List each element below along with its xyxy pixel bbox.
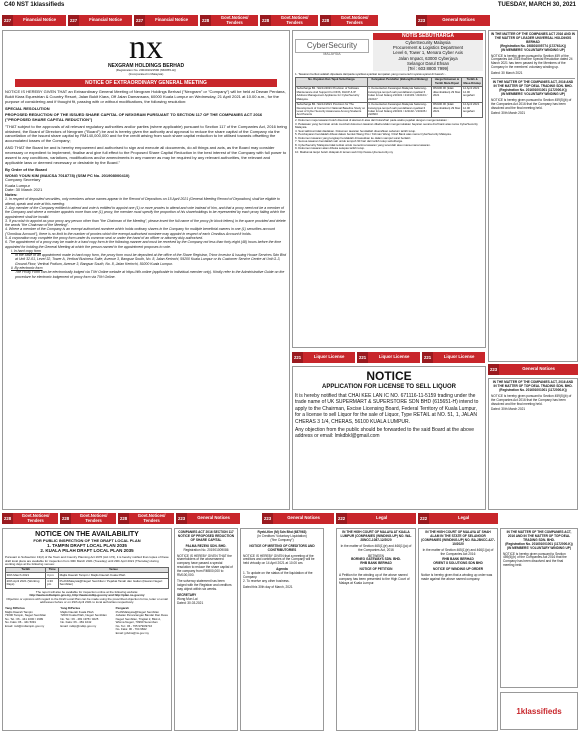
nexgram-reg: (Registration No. 200401021590 (660055-H)) xyxy=(115,68,177,72)
table-row: 20th April 2021 (Working Days) 4.30 pm PLANMalaysia@Negeri Sembilan / Pejabat Tanah dan Galian (Dewan Negeri Sembilan) xyxy=(6,579,169,588)
nexgram-company-name: NEXGRAM HOLDINGS BERHAD xyxy=(107,63,185,69)
note-item: 5. A corporation may complete the proxy form under its common seal or under the hand of an officer or attorney duly authorised. xyxy=(5,235,203,240)
note-item: 4. Where a member of the Company is an exempt authorised nominee which holds ordinary shares in the Company for multiple beneficial owners in one (1) securities account ("Omnibus Account"), there is no limit to the number of proxies which the exempt authorised nominee may appoint in respect of each Omnibus Account it holds. xyxy=(5,227,275,236)
cybersecurity-address: CyberSecurity Malaysia Procurement & Logistics Department Level 6, Tower 1, Menara Cyber Axis Jalan Impact, 63000 Cyberjaya Selangor Darul Ehsan (Tel : 603 8800 7999) xyxy=(373,40,483,71)
note-item: ii. By electronic form xyxy=(11,266,43,271)
tag-liquor-license: 221 Liquor License xyxy=(357,352,420,363)
liquor-license-notice xyxy=(292,366,486,510)
tag-govt-notices: 228 Govt.Notices/ Tenders xyxy=(60,513,116,524)
resolution-body-2: AND THAT the Board be and is hereby empowered and authorised to sign and execute all documents, do all things and acts, as the Board may consider necessary or expedient to implement, finalise and give full effect to the Proposed Share Capital Reduction in the best interest of the Company with full power to assent to any conditions, variations, modifications and/or amendments in any manner as may be required by any relevant authorities, the relevant and applicable laws or deemed necessary or desirable by the Board." xyxy=(5,145,287,165)
secretary-name: WONG YOUN KIM (MAICSA 7018778) (SSM PC No. 201908000410) xyxy=(5,172,130,178)
egm-title-bar: NOTICE OF EXTRAORDINARY GENERAL MEETING xyxy=(15,79,277,87)
leader-universal-notice: IN THE MATTER OF THE COMPANIES ACT 2016 AND IN THE MATTER OF LEADER UNIVERSAL HOLDINGS BERHAD (Registration No. 198801005774 (172763-K)) (IN MEMBERS' VOLUNTARY WINDING UP) NOTICE is hereby given pursuant to Section 459 of the Companies Act 2016 that the Special Resolution dated 24 March 2021 has been passed by the Members of the Company in the members' voluntary winding up. Dated: 30 March 2021 IN THE MATTER OF THE COMPANIES ACT, 2016 AND IN THE MATTER OF TOP DEAL TRADING SDN. BHD. (Registration No. 201601001001 (1172000-K)) (IN MEMBERS' VOLUNTARY WINDING UP) NOTICE is hereby given pursuant to Section 459(5)(b) of the Companies Act 2016 that the Company has been dissolved and the final meeting held. Dated: 30th March 2021 xyxy=(488,30,578,362)
tag-govt-notices: 228 Govt.Notices/ Tenders xyxy=(118,513,174,524)
note-item: The Proxy Form can be electronically lodged via TIIH Online website at https://tiih.online (applicable to individual member only). Kindly refer to the Administrative Guide on the procedure for electronic lodgement of proxy form via TIIH Online. xyxy=(15,270,285,279)
notis-sebutharga-title: NOTIS SEBUTHARGA xyxy=(373,33,483,40)
tag-general-notices: 223 General Notices xyxy=(262,513,334,524)
venue-table: Tarikh Time Venue 30th March 2021 3 pm Majlis Daerah Tampin / Majlis Daerah Kuala Pilah 20th April 2021 (Working Days) 4.30 pm PLANMalaysia@Negeri Sembilan / Pejabat Tanah dan Galian (Dewan Negeri Sembilan) xyxy=(5,567,169,589)
date: Date: 30 March 2021 xyxy=(5,186,43,192)
place: Kuala Lumpur xyxy=(5,182,30,188)
creditors-meeting-notice: Ryeki-Kim (M) Sdn Bhd (687963) (In Creditors' Voluntary Liquidation) ("the Company") NOTICE OF MEETING OF CREDITORS AND CONTRIBUTORIES NOTICE IS HEREBY GIVEN that a meeting of the creditors and contributories of the Company will be held virtually on 14 April 2021 at 10.00 am. Agenda 1. To update on the status of the liquidation of the Company. 2. To receive any other business. Dated this 30th day of March, 2021 xyxy=(240,528,324,731)
right-tag xyxy=(488,364,578,375)
tag-govt-notices: 228 Govt.Notices/ Tenders xyxy=(2,513,58,524)
special-resolution-heading: SPECIAL RESOLUTION xyxy=(5,105,50,111)
tender-points: 2. Dokumen meja tawaran boleh disemak di alamat di atas dari bulan/hari pada waktu pejabat dengan mengemukakan : 3. Pelawaan yang berminat untuk membeli dokumen tawaran dikehendaki mengemukakan bayaran secara draf bank atas nama CyberSecurity Malaysia. 4. Sesi taklimat tidak diadakan. Dokumen tawaran hendaklah diserahkan sebelum tarikh tutup. 5. Pembayaran hendaklah dibuat dalam bentuk Wang Pos / Kiriman Wang / Draf Bank atas nama CyberSecurity Malaysia. 6. Dokumen tawaran yang lengkap hendaklah dimasukkan ke dalam sampul surat berlakri. 7. Semua tawaran hendaklah sah untuk tempoh 90 hari dari tarikh tutup sebutharga. 8. CyberSecurity Malaysia tidak terikat untuk menerima tawaran yang terendah atau mana-mana tawaran. 9. Dokumen tawaran akan dibuka selepas tarikh tutup. 10. Maklumat lanjut boleh didapati di laman web http://www.cybersecurity.my xyxy=(295,118,478,154)
top-deal-trading-notice: IN THE MATTER OF THE COMPANIES ACT, 2016 AND IN THE MATTER OF TOP DEAL TRADING SDN. BHD. (Registration No. 201601001001 (1172000-K)) NOTICE is hereby given pursuant to Section 459(5)(b) of the Companies Act 2016 that the Company has been dissolved and the final meeting held. Dated: 30th March 2021 xyxy=(488,378,578,510)
header-right: TUESDAY, MARCH 30, 2021 xyxy=(497,2,576,8)
table-row: Sebutharga Bil.: SH/11/2021 Provision of Software Maintenance And Support For DNS, DHCP & IP Address Management Appliance for CyberSecurity Malaysia. 1. Kementerian Kewangan Malaysia Sekurang-kurangnya tempoh sah pendaftaran syarikat 6 bulan & kod bidang 210101 / 210103 / 210104 / 210107 RM100.00 (tidak dikembalikan) 29 Mac 2021 12 April 2021 12.00 tengahari xyxy=(296,86,483,102)
legal-notice-petition: IN THE HIGH COURT OF MALAYA AT KUALA LUMPUR (COMPANIES (WINDING-UP) NO. WA-28NCC-1087-12/2020 In the matter of Section 465(1)(e) and 466(1)(a) of the Companies Act, 2016 BETWEEN BORNEO GATEWAYS SDN. BHD. RHB BANK BERHAD NOTICE OF PETITION A Petition for the winding up of the above named company has been presented to the High Court of Malaya at Kuala Lumpur. xyxy=(336,528,416,731)
note-item: 6. The appointment of a proxy may be made in a hard copy form in the following manner and must be received by the Company not less than forty-eight (48) hours before the time appointed for holding the General Meeting at which the person named in the appointment proposes to vote. xyxy=(5,240,282,249)
contacts xyxy=(5,607,169,635)
share-capital-reduction-notice: COMPANIES ACT 2016 SECTION 117 NOTICE OF PROPOSED REDUCTION OF SHARE CAPITAL PALMA REZEKI SDN. BHD. Registration No. 201901009086 NOTICE IS HEREBY GIVEN THAT the shareholders of the abovenamed company have passed a special resolution to reduce the share capital of the company from RM500,000 to RM100,000. The solvency statement has been lodged with the Registrar and creditors may object within six weeks. SECRETARY Wong Mun Lai Dated: 30.03.2021 xyxy=(174,528,238,731)
contact-card: Yang DiPertua Majlis Daerah Tampin 73000 Tampin, Negeri Sembilan No. Tel.: 06 - 441 1000 / 1999 No. Faks: 06 - 441 5091 Email: mdt@mdtampin.gov.my xyxy=(5,606,47,628)
tag-financial-notice: 227 Financial Notice xyxy=(68,15,132,26)
tag-govt-notices: 228 Govt.Notices/ Tenders xyxy=(260,15,318,26)
liquor-tag-band xyxy=(292,352,486,363)
1klassifieds-logo: 1klassifieds xyxy=(500,692,578,730)
table-row: Sebutharga Bil.: SH/12/2021 Provision for The Development of Content for National Baseline Study on Level of Cyber Security Awareness Among Students And Parents 1. Kementerian Kewangan Malaysia Sekurang-kurangnya tempoh sah pendaftaran syarikat 6 bulan & kod bidang 220101 / 221102 / 210106 / 222603 RM100.00 (tidak dikembalikan) 29 Mac 2021 12 April 2021 12.00 tengahari xyxy=(296,102,483,118)
tag-liquor-license: 221 Liquor License xyxy=(292,352,355,363)
tag-financial-notice: 227 Financial Notice xyxy=(134,15,198,26)
top-tag-band xyxy=(2,15,578,26)
tender-intro: 1. Tawaran berikut adalah dipelawa daripada syarikat-syarikat tempatan yang memenuhi syarat-syarat di bawah :- xyxy=(295,72,447,77)
note-item: 2. Any member of the Company entitled to attend and vote is entitled to appoint one (1) or more proxies to attend and vote instead of him, and that a proxy need not be a member of the Company and where a member appoints more than one (1) proxy, the member must specify the proportion of his shareholdings to be represented by each proxy failing which the appointment shall be invalid. xyxy=(5,205,285,219)
liquor-subtitle: APPLICATION FOR LICENSE TO SELL LIQUOR xyxy=(321,384,456,390)
right-bottom-notice: IN THE MATTER OF THE COMPANIES ACT, 2016 AND IN THE MATTER OF TOP DEAL TRADING SDN. BHD. (Registration No. 201601001001 (1172000-K)) (IN MEMBERS' VOLUNTARY WINDING UP) NOTICE is hereby given pursuant to Section 459(5)(b) of the Companies Act 2016 that the Company has been dissolved and the final meeting held. xyxy=(500,528,578,688)
contact-card: Pengarah PLANMalaysia@Negeri Sembilan Jabatan Perancangan Bandar Dan Desa Negeri Sembilan, Tingkat 2, Blok A, Wisma Negeri, 70990 Seremban No. Tel.: 06 - 765 9790/9716 No. Faks: 06 - 764 9822 Email: jpbdns@ns.gov.my xyxy=(115,606,168,635)
header-left: C40 NST 1klassifieds xyxy=(4,2,65,8)
local-plan-notice: NOTICE ON THE AVAILABILITY FOR PUBLIC INSPECTION OF THE DRAFT LOCAL PLAN 1. TAMPIN DRAFT LOCAL PLAN 2035 2. KUALA PILAH DRAFT LOCAL PLAN 2035 Pursuant to Subsection 13(2) of the Town and Country Planning Act 1976 (Act 172), it is hereby notified that copies of these draft local plans are available for inspection from 30th March 2021 (Tuesday) until 29th April 2021 (Thursday) during working days at the following venues: Tarikh Time Venue 30th March 2021 3 pm Majlis Daerah Tampin / Majlis Daerah Kuala Pilah 20th April 2021 (Working Days) 4.30 pm PLANMalaysia@Negeri Sembilan / Pejabat Tanah dan Galian (Dewan Negeri Sembilan) The report will also be available for inspection online at the following website: http://www.mdtampin.gov.my, http://www.mdkp.gov.my and http://plan.ns.gov.my Objection or opinions with regard to the Draft Local Plan can be made using the prescribed objection forms, letter or email addresses before or on 29th April 2021 to local authorities respectively. Yang DiPertua Majlis Daerah Tampin 73000 Tampin, Negeri Sembilan No. Tel.: 06 - 441 1000 / 1999 No. Faks: 06 - 441 5091 Email: mdt@mdtampin.gov.my Yang DiPertua Majlis Daerah Kuala Pilah 72000 Kuala Pilah, Negeri Sembilan No. Tel.: 06 - 481 1978 / 4025 No. Faks: 06 - 481 1042 Email: mdkp@mdkp.gov.my Pengarah PLANMalaysia@Negeri Sembilan Jabatan Perancangan Bandar Dan Desa Negeri Sembilan, Tingkat 2, Blok A, Wisma Negeri, 70990 Seremban No. Tel.: 06 - 765 9790/9716 No. Faks: 06 - 764 9822 Email: jpbdns@ns.gov.my xyxy=(2,528,172,731)
note-item: 3. If you wish to appoint as your proxy any person other than "the Chairman of the Meeting", please insert the full name of the proxy (in block letters) in the space provided and delete the words "the Chairman of the Meeting". xyxy=(5,218,286,228)
notes-list xyxy=(5,197,287,279)
liquor-title: NOTICE xyxy=(366,369,412,383)
tag-general-notices: 223 General Notices xyxy=(416,15,490,26)
note-item: 1. In respect of deposited securities, only members whose names appear in the Record of Depositors on 15 April 2021 (General Meeting Record of Depositors) shall be eligible to attend, speak and vote at this meeting. xyxy=(5,197,280,206)
note-item: i. In hard copy form xyxy=(11,248,41,253)
tag-legal: 222 Legal xyxy=(418,513,498,524)
bottom-tag-band xyxy=(2,513,578,524)
tag-general-notices: 223 General Notices xyxy=(176,513,240,524)
contact-card: Yang DiPertua Majlis Daerah Kuala Pilah 72000 Kuala Pilah, Negeri Sembilan No. Tel.: 06 - 481 1978 / 4025 No. Faks: 06 - 481 1042 Email: mdkp@mdkp.gov.my xyxy=(60,606,107,628)
secretary-title: Company Secretary xyxy=(5,176,41,182)
nexgram-logo: nx xyxy=(129,30,163,66)
tender-table: No. Rujukan Dan Tajuk Sebutharga Kelayakan Pendaftar (Bidang/Kod Bidang) Harga Dokumen & Tarikh Mula Dijual Tarikh & Masa Ditutup Sebutharga Bil.: SH/11/2021 Provision of Software Maintenance And Support For DNS, DHCP & IP Address Management Appliance for CyberSecurity Malaysia. 1. Kementerian Kewangan Malaysia Sekurang-kurangnya tempoh sah pendaftaran syarikat 6 bulan & kod bidang 210101 / 210103 / 210104 / 210107 RM100.00 (tidak dikembalikan) 29 Mac 2021 12 April 2021 12.00 tengahari Sebutharga Bil.: SH/12/2021 Provision for The Development of Content for National Baseline Study on Level of Cyber Security Awareness Among Students And Parents 1. Kementerian Kewangan Malaysia Sekurang-kurangnya tempoh sah pendaftaran syarikat 6 bulan & kod bidang 220101 / 221102 / 210106 / 222603 RM100.00 (tidak dikembalikan) 29 Mac 2021 12 April 2021 12.00 tengahari xyxy=(296,77,481,117)
page-header xyxy=(0,0,580,10)
resolution-body-1: "THAT subject to the approvals of all relevant regulatory authorities and/or parties (where applicable) pursuant to Section 117 of the Companies Act, 2016 being obtained, the Board of Directors of Nexgram ("Board") be and is hereby given the authority and approval to reduce the share capital of the Company via the cancellation of the issued share capital by RM140,000,000 and for the credit arising from such share capital reduction to be utilised towards offsetting the accumulated losses of the Company; xyxy=(5,123,287,144)
cybersecurity-tender-notice xyxy=(292,30,486,348)
tag-liquor-license: 221 Liquor License xyxy=(422,352,485,363)
cybersecurity-logo: CyberSecurity MALAYSIA xyxy=(295,33,369,71)
liquor-body: It is hereby notified that CHAI KEE LAN IC NO. 671116-11-5159 trading under the trade name of UK SUPERMART & SUPERSTORE SDN BHD (615651-H) intend to apply to the Chairman, Excise Licensing Board, Federal Territory of Kuala Lumpur, for a license to sell Liquor for the sale of Liquor, Type RETAIL at NO. 51, 1, JALAN CHERAS 3 1/4, CHERAS, 56100 KUALA LUMPUR. xyxy=(295,393,479,425)
notes-heading: Notes: xyxy=(5,192,18,198)
legal-notice-winding-up: IN THE HIGH COURT OF MALAYA AT SHAH ALAM IN THE STATE OF SELANGOR (COMPANIES (WINDING-UP) NO. BA-28NCC-427-10/2020 In the matter of Section 465(1)(e) and 466(1)(a) of the Companies Act 2016 RHB BANK BERHAD ORIENT 8 SOLUTIONS SDN BHD NOTICE OF WINDING UP ORDER Notice is hereby given that a winding up order was made against the above named company. xyxy=(418,528,498,731)
by-order: By Order of the Board xyxy=(5,166,47,172)
tag-legal: 222 Legal xyxy=(336,513,416,524)
nexgram-inc: (Incorporated in Malaysia) xyxy=(128,71,164,76)
egm-intro: NOTICE IS HEREBY GIVEN THAT an Extraordinary General Meeting of Nexgram Holdings Berhad ("Nexgram" or "Company") will be held at Dewan Perdana, Bukit Kiara Equestrian & Country Resort, Jalan Bukit Kiara, Off Jalan Damansara, 60000 Kuala Lumpur on Wednesday, 21 April 2021 at 10.00 a.m., for the purpose of considering and if thought fit, passing with or without modifications, the following resolution: xyxy=(5,89,286,104)
note-item: In the case of an appointment made in hard copy form, the proxy form must be deposited at the office of the Share Registrar, Tricor Investor & Issuing House Services Sdn Bhd at Unit 32-01, Level 32, Tower A, Vertical Business Suite, Avenue 3, Bangsar South, No. 8, Jalan Kerinchi, 59200 Kuala Lumpur or its Customer Service Centre at Unit G-3, Ground Floor, Vertical Podium, Avenue 3, Bangsar South, No. 8, Jalan Kerinchi, 59200 Kuala Lumpur. xyxy=(15,253,287,266)
tag-financial-notice: 227 Financial Notice xyxy=(2,15,66,26)
tag-govt-notices: 228 Govt.Notices/ Tenders xyxy=(320,15,378,26)
proposed-reduction-heading: PROPOSED REDUCTION OF THE ISSUED SHARE CAPITAL OF NEXGRAM PURSUANT TO SECTION 117 OF THE COMPANIES ACT 2016 ("PROPOSED SHARE CAPITAL REDUCTION") xyxy=(5,111,263,122)
nexgram-egm-notice xyxy=(2,30,290,510)
tag-general-notices: 223 General Notices xyxy=(488,364,578,375)
tag-govt-notices: 228 Govt.Notices/ Tenders xyxy=(200,15,258,26)
liquor-objection: Any objection from the public should be forwarded to the said Board at the above address or email: lmkdbkl@gmail.com xyxy=(295,427,475,440)
table-row: 30th March 2021 3 pm Majlis Daerah Tampin / Majlis Daerah Kuala Pilah xyxy=(6,573,169,579)
